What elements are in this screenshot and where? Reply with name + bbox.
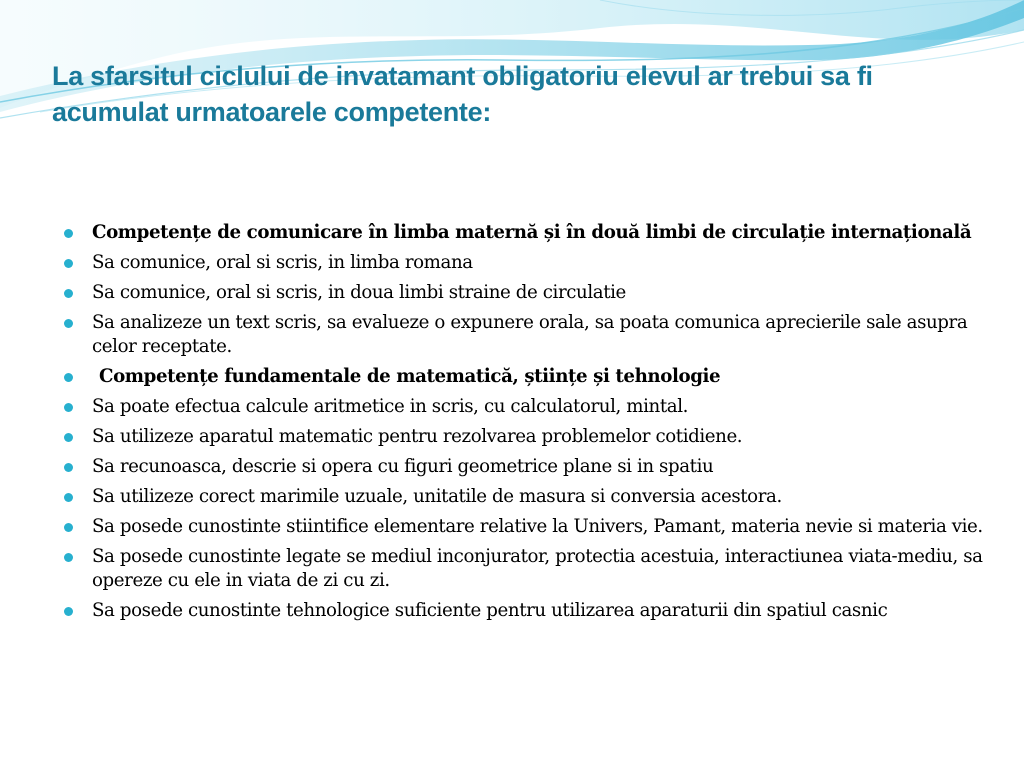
bullet-icon (64, 403, 73, 412)
list-item: Sa comunice, oral si scris, in limba romana (64, 251, 984, 275)
list-item: Sa utilizeze aparatul matematic pentru rezolvarea problemelor cotidiene. (64, 425, 984, 449)
bullet-list (64, 221, 984, 623)
bullet-icon (64, 373, 73, 382)
bullet-icon (64, 523, 73, 532)
list-item-heading: Competențe fundamentale de matematică, științe și tehnologie (64, 365, 984, 389)
list-item: Sa recunoasca, descrie si opera cu figuri geometrice plane si in spatiu (64, 455, 984, 479)
bullet-list-container (64, 221, 984, 629)
bullet-icon (64, 433, 73, 442)
list-item: Sa posede cunostinte legate se mediul inconjurator, protectia acestuia, interactiunea viata-mediu, sa opereze cu ele in viata de zi cu zi. (64, 545, 984, 593)
bullet-icon (64, 463, 73, 472)
list-item: Sa utilizeze corect marimile uzuale, unitatile de masura si conversia acestora. (64, 485, 984, 509)
list-item: Sa poate efectua calcule aritmetice in scris, cu calculatorul, mintal. (64, 395, 984, 419)
bullet-icon (64, 607, 73, 616)
list-item: Sa comunice, oral si scris, in doua limbi straine de circulatie (64, 281, 984, 305)
list-item-heading: Competențe de comunicare în limba maternă și în două limbi de circulație internațională (64, 221, 984, 245)
bullet-icon (64, 259, 73, 268)
list-item: Sa analizeze un text scris, sa evalueze o expunere orala, sa poata comunica aprecierile sale asupra celor receptate. (64, 311, 984, 359)
bullet-icon (64, 493, 73, 502)
slide-title: La sfarsitul ciclului de invatamant obligatoriu elevul ar trebui sa fi acumulat urmatoarele competente: (52, 61, 873, 127)
bullet-icon (64, 319, 73, 328)
bullet-icon (64, 553, 73, 562)
bullet-icon (64, 229, 73, 238)
list-item: Sa posede cunostinte stiintifice elementare relative la Univers, Pamant, materia nevie si materia vie. (64, 515, 984, 539)
list-item: Sa posede cunostinte tehnologice suficiente pentru utilizarea aparaturii din spatiul casnic (64, 599, 984, 623)
bullet-icon (64, 289, 73, 298)
